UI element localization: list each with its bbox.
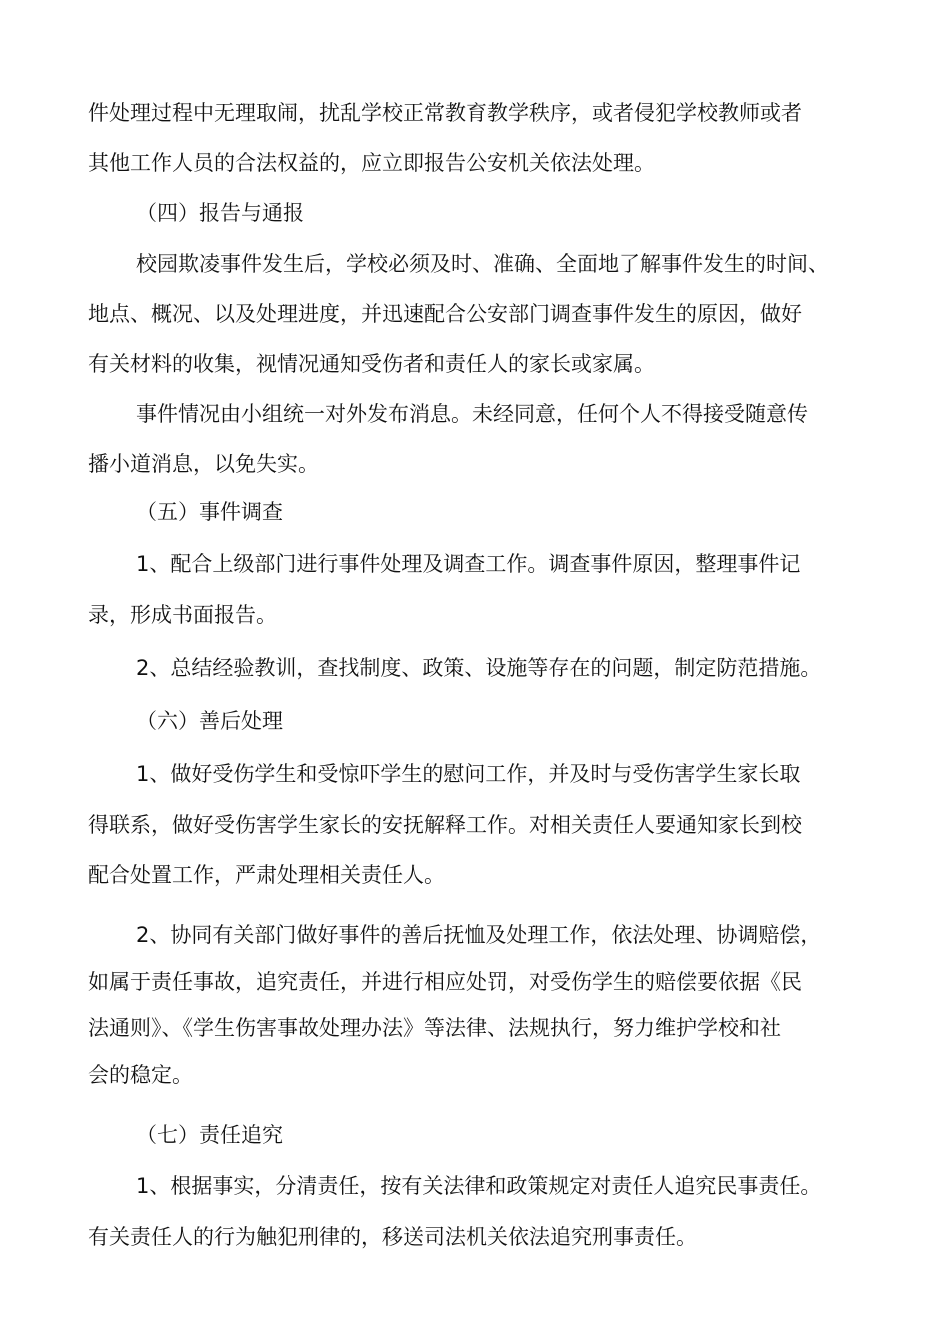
paragraph-line: 会的稳定。 [88, 1063, 193, 1087]
paragraph-line: 如属于责任事故，追究责任，并进行相应处罚，对受伤学生的赔偿要依据《民 [88, 970, 802, 994]
section-heading: （六）善后处理 [136, 709, 283, 733]
paragraph-line: 播小道消息，以免失实。 [88, 452, 319, 476]
paragraph-line: 有关材料的收集，视情况通知受伤者和责任人的家长或家属。 [88, 352, 655, 376]
paragraph-line: 配合处置工作，严肃处理相关责任人。 [88, 863, 445, 887]
paragraph-line: 1、根据事实，分清责任，按有关法律和政策规定对责任人追究民事责任。 [136, 1174, 822, 1198]
paragraph-line: 有关责任人的行为触犯刑律的，移送司法机关依法追究刑事责任。 [88, 1225, 697, 1249]
paragraph-line: 事件情况由小组统一对外发布消息。未经同意，任何个人不得接受随意传 [136, 402, 808, 426]
section-heading: （七）责任追究 [136, 1123, 283, 1147]
paragraph-line: 1、配合上级部门进行事件处理及调查工作。调查事件原因，整理事件记 [136, 552, 801, 576]
paragraph-line: 录，形成书面报告。 [88, 603, 277, 627]
paragraph-line: 得联系，做好受伤害学生家长的安抚解释工作。对相关责任人要通知家长到校 [88, 813, 802, 837]
paragraph-line: 地点、概况、以及处理进度，并迅速配合公安部门调查事件发生的原因，做好 [88, 302, 802, 326]
section-heading: （四）报告与通报 [136, 201, 304, 225]
paragraph-line: 其他工作人员的合法权益的，应立即报告公安机关依法处理。 [88, 151, 655, 175]
paragraph-line: 法通则》、《学生伤害事故处理办法》等法律、法规执行，努力维护学校和社 [88, 1016, 781, 1040]
paragraph-line: 校园欺凌事件发生后，学校必须及时、准确、全面地了解事件发生的时间、 [136, 252, 829, 276]
paragraph-line: 1、做好受伤学生和受惊吓学生的慰问工作，并及时与受伤害学生家长取 [136, 762, 801, 786]
paragraph-line: 2、协同有关部门做好事件的善后抚恤及处理工作，依法处理、协调赔偿， [136, 923, 822, 947]
paragraph-line: 件处理过程中无理取闹，扰乱学校正常教育教学秩序，或者侵犯学校教师或者 [88, 101, 802, 125]
paragraph-line: 2、总结经验教训，查找制度、政策、设施等存在的问题，制定防范措施。 [136, 656, 822, 680]
section-heading: （五）事件调查 [136, 500, 283, 524]
